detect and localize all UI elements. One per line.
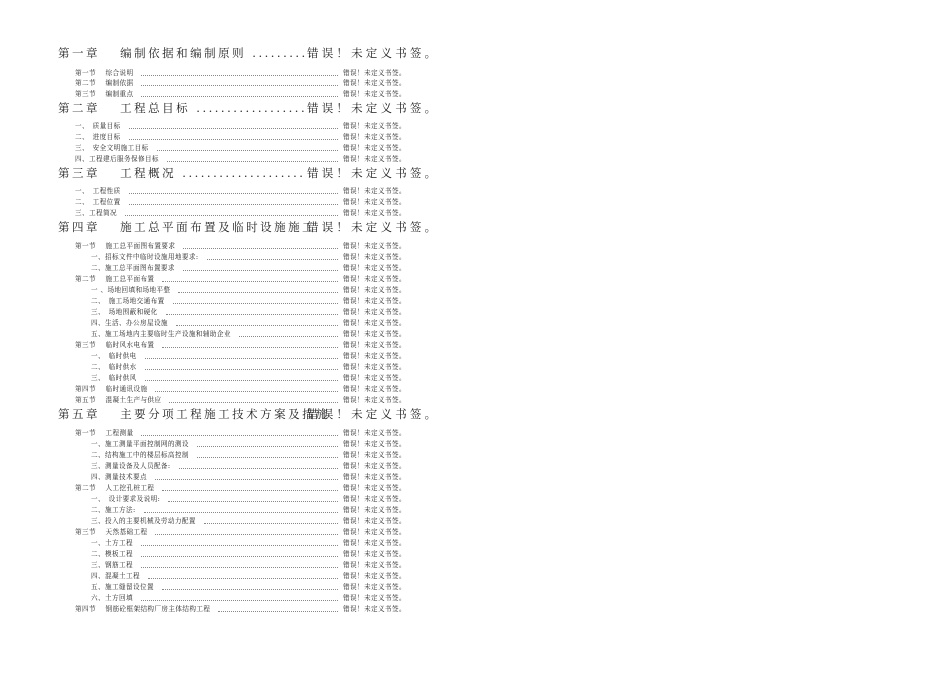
toc-entry-label: 二、模板工程 — [91, 550, 133, 558]
toc-entry[interactable] — [0, 286, 950, 296]
toc-chapter[interactable] — [0, 407, 950, 423]
toc-leader-dots — [145, 352, 338, 359]
toc-entry-page: 错误！未定义书签。 — [307, 220, 440, 234]
toc-leader-dots — [145, 363, 338, 370]
toc-leader-dots — [129, 122, 338, 129]
toc-entry[interactable] — [0, 374, 950, 384]
toc-entry-label: 三、 场地围蔽和硬化 — [91, 308, 158, 316]
toc-entry-label: 一 、场地回填和场地平整 — [91, 286, 171, 294]
toc-entry[interactable] — [0, 539, 950, 549]
toc-leader-dots — [145, 374, 338, 381]
toc-entry[interactable] — [0, 385, 950, 395]
toc-entry-label: 一、土方工程 — [91, 539, 133, 547]
toc-leader-dots — [155, 528, 338, 535]
toc-entry-page: 错误！未定义书签。 — [343, 484, 406, 492]
toc-entry-page: 错误！未定义书签。 — [343, 187, 406, 195]
toc-leader-dots — [129, 187, 338, 194]
toc-entry[interactable] — [0, 187, 950, 197]
toc-entry-label: 三、钢筋工程 — [91, 561, 133, 569]
toc-chapter[interactable] — [0, 101, 950, 117]
toc-entry-page: 错误！未定义书签。 — [343, 275, 406, 283]
toc-entry[interactable] — [0, 69, 950, 79]
toc-entry-page: 错误！未定义书签。 — [343, 319, 406, 327]
toc-entry-label: 一、 设计要求及说明: — [91, 495, 161, 503]
toc-entry[interactable] — [0, 528, 950, 538]
toc-entry-label: 第一章 编制依据和编制原则 .......... — [58, 46, 314, 60]
toc-leader-dots — [141, 90, 338, 97]
toc-entry-page: 错误！未定义书签。 — [343, 242, 406, 250]
toc-entry[interactable] — [0, 79, 950, 89]
toc-entry[interactable] — [0, 462, 950, 472]
toc-entry-label: 第五节 混凝土生产与供应 — [75, 396, 162, 404]
toc-entry[interactable] — [0, 605, 950, 615]
toc-entry[interactable] — [0, 550, 950, 560]
toc-entry-page: 错误！未定义书签。 — [343, 462, 406, 470]
toc-entry-page: 错误！未定义书签。 — [343, 594, 406, 602]
toc-leader-dots — [168, 495, 338, 502]
toc-leader-dots — [141, 550, 338, 557]
toc-leader-dots — [166, 308, 338, 315]
toc-entry[interactable] — [0, 319, 950, 329]
toc-entry[interactable] — [0, 341, 950, 351]
toc-entry[interactable] — [0, 144, 950, 154]
toc-leader-dots — [155, 473, 338, 480]
toc-leader-dots — [197, 451, 338, 458]
toc-entry-label: 第三节 编制重点 — [75, 90, 134, 98]
toc-entry-label: 第五章 主要分项工程施工技术方案及措施 — [58, 407, 331, 421]
toc-leader-dots — [179, 462, 338, 469]
toc-leader-dots — [141, 561, 338, 568]
toc-entry-label: 四、工程建后服务保修目标 — [75, 155, 159, 163]
toc-entry[interactable] — [0, 561, 950, 571]
toc-entry[interactable] — [0, 583, 950, 593]
toc-entry-page: 错误！未定义书签。 — [343, 396, 406, 404]
toc-entry-label: 三、 临时供风 — [91, 374, 137, 382]
toc-entry-label: 第四章 施工总平面布置及临时设施施工 . — [58, 220, 329, 234]
toc-leader-dots — [173, 297, 338, 304]
toc-entry-page: 错误！未定义书签。 — [343, 561, 406, 569]
toc-entry-page: 错误！未定义书签。 — [343, 79, 406, 87]
toc-entry-label: 二、 施工场地交通布置 — [91, 297, 165, 305]
toc-entry-label: 一、招标文件中临时设施用地要求: — [91, 253, 199, 261]
toc-entry-page: 错误！未定义书签。 — [343, 352, 406, 360]
toc-entry[interactable] — [0, 155, 950, 165]
toc-entry[interactable] — [0, 352, 950, 362]
toc-leader-dots — [129, 133, 338, 140]
toc-entry-label: 二、 进度目标 — [75, 133, 121, 141]
toc-entry-label: 第三节 天然基础工程 — [75, 528, 148, 536]
toc-entry-label: 一、 临时供电 — [91, 352, 137, 360]
toc-leader-dots — [169, 396, 338, 403]
toc-chapter[interactable] — [0, 46, 950, 62]
toc-entry-label: 三、 安全文明施工目标 — [75, 144, 149, 152]
toc-entry-label: 第一节 施工总平面图布置要求 — [75, 242, 176, 250]
toc-entry-page: 错误！未定义书签。 — [343, 440, 406, 448]
toc-leader-dots — [125, 209, 338, 216]
toc-entry[interactable] — [0, 275, 950, 285]
toc-entry-page: 错误！未定义书签。 — [343, 264, 406, 272]
toc-entry[interactable] — [0, 473, 950, 483]
toc-entry-label: 二、施工总平面图布置要求 — [91, 264, 175, 272]
toc-leader-dots — [162, 275, 338, 282]
toc-leader-dots — [148, 572, 338, 579]
toc-chapter[interactable] — [0, 166, 950, 182]
toc-entry-page: 错误！未定义书签。 — [307, 46, 440, 60]
toc-entry[interactable] — [0, 209, 950, 219]
toc-entry[interactable] — [0, 506, 950, 516]
toc-entry-page: 错误！未定义书签。 — [343, 297, 406, 305]
toc-entry-label: 三、工程简况 — [75, 209, 117, 217]
toc-entry-label: 二、 工程位置 — [75, 198, 121, 206]
toc-entry[interactable] — [0, 242, 950, 252]
toc-entry-page: 错误！未定义书签。 — [343, 330, 406, 338]
toc-entry-page: 错误！未定义书签。 — [343, 144, 406, 152]
toc-entry-label: 四、生活、办公房屋设施 — [91, 319, 168, 327]
toc-entry-page: 错误！未定义书签。 — [307, 101, 440, 115]
toc-entry-label: 五、施工缝留设位置 — [91, 583, 154, 591]
toc-leader-dots — [176, 319, 338, 326]
toc-entry[interactable] — [0, 484, 950, 494]
toc-entry[interactable] — [0, 396, 950, 406]
toc-entry-page: 错误！未定义书签。 — [307, 166, 440, 180]
toc-entry[interactable] — [0, 440, 950, 450]
toc-entry-label: 三、测量设备及人员配备: — [91, 462, 171, 470]
toc-entry-page: 错误！未定义书签。 — [343, 69, 406, 77]
toc-entry[interactable] — [0, 198, 950, 208]
toc-entry-page: 错误！未定义书签。 — [343, 605, 406, 613]
toc-entry[interactable] — [0, 429, 950, 439]
toc-entry[interactable] — [0, 297, 950, 307]
toc-leader-dots — [141, 429, 338, 436]
toc-entry[interactable] — [0, 90, 950, 100]
toc-entry-page: 错误！未定义书签。 — [343, 583, 406, 591]
toc-leader-dots — [157, 144, 338, 151]
toc-entry-page: 错误！未定义书签。 — [343, 209, 406, 217]
toc-entry-page: 错误！未定义书签。 — [343, 90, 406, 98]
toc-leader-dots — [218, 605, 338, 612]
toc-entry-page: 错误！未定义书签。 — [343, 528, 406, 536]
toc-entry-label: 二、 临时供水 — [91, 363, 137, 371]
toc-entry-label: 六、土方回填 — [91, 594, 133, 602]
toc-leader-dots — [239, 330, 338, 337]
toc-entry-page: 错误！未定义书签。 — [343, 495, 406, 503]
toc-entry[interactable] — [0, 572, 950, 582]
toc-leader-dots — [167, 155, 338, 162]
toc-chapter[interactable] — [0, 220, 950, 236]
toc-entry-page: 错误！未定义书签。 — [343, 374, 406, 382]
toc-entry-page: 错误！未定义书签。 — [343, 341, 406, 349]
toc-entry-page: 错误！未定义书签。 — [343, 133, 406, 141]
toc-entry[interactable] — [0, 363, 950, 373]
toc-entry-label: 第三节 临时风水电布置 — [75, 341, 155, 349]
toc-entry-page: 错误！未定义书签。 — [343, 308, 406, 316]
toc-leader-dots — [155, 385, 338, 392]
toc-leader-dots — [183, 264, 338, 271]
toc-entry-label: 第二节 编制依据 — [75, 79, 134, 87]
toc-entry-label: 第二节 施工总平面布置 — [75, 275, 155, 283]
toc-entry-page: 错误！未定义书签。 — [343, 550, 406, 558]
toc-entry-label: 一、 工程性质 — [75, 187, 121, 195]
toc-entry-label: 第二节 人工挖孔桩工程 — [75, 484, 155, 492]
toc-entry-label: 二、结构施工中的楼层标高控制 — [91, 451, 189, 459]
toc-entry-page: 错误！未定义书签。 — [307, 407, 440, 421]
toc-entry-label: 第三章 工程概况 .................... — [58, 166, 306, 180]
toc-leader-dots — [178, 286, 338, 293]
toc-entry-page: 错误！未定义书签。 — [343, 429, 406, 437]
toc-entry-label: 一、施工测量平面控制网的测设 — [91, 440, 189, 448]
toc-leader-dots — [141, 594, 338, 601]
toc-entry[interactable] — [0, 451, 950, 461]
toc-leader-dots — [162, 341, 338, 348]
toc-entry[interactable] — [0, 594, 950, 604]
toc-entry-page: 错误！未定义书签。 — [343, 155, 406, 163]
toc-entry[interactable] — [0, 264, 950, 274]
toc-entry-label: 第二章 工程总目标 .................. — [58, 101, 308, 115]
toc-entry-label: 五、施工场地内主要临时生产设施和辅助企业 — [91, 330, 231, 338]
toc-leader-dots — [129, 198, 338, 205]
toc-leader-dots — [141, 69, 338, 76]
toc-entry[interactable] — [0, 330, 950, 340]
toc-entry[interactable] — [0, 517, 950, 527]
toc-entry-page: 错误！未定义书签。 — [343, 122, 406, 130]
toc-entry-label: 三、投入的主要机械及劳动力配置 — [91, 517, 196, 525]
toc-entry-page: 错误！未定义书签。 — [343, 473, 406, 481]
toc-entry-label: 四、混凝土工程 — [91, 572, 140, 580]
toc-entry-page: 错误！未定义书签。 — [343, 517, 406, 525]
toc-leader-dots — [162, 484, 338, 491]
toc-entry[interactable] — [0, 122, 950, 132]
toc-entry-page: 错误！未定义书签。 — [343, 286, 406, 294]
toc-entry-page: 错误！未定义书签。 — [343, 451, 406, 459]
toc-entry[interactable] — [0, 495, 950, 505]
toc-leader-dots — [197, 440, 338, 447]
toc-entry-label: 一、 质量目标 — [75, 122, 121, 130]
toc-entry[interactable] — [0, 308, 950, 318]
toc-entry-page: 错误！未定义书签。 — [343, 253, 406, 261]
toc-entry-label: 二、施工方法: — [91, 506, 136, 514]
toc-entry-label: 四、测量技术要点 — [91, 473, 147, 481]
toc-entry-label: 第四节 钢筋砼框架结构厂房主体结构工程 — [75, 605, 211, 613]
toc-leader-dots — [144, 506, 338, 513]
toc-entry[interactable] — [0, 253, 950, 263]
toc-entry-page: 错误！未定义书签。 — [343, 198, 406, 206]
toc-leader-dots — [141, 539, 338, 546]
toc-entry-label: 第一节 工程测量 — [75, 429, 134, 437]
toc-leader-dots — [204, 517, 338, 524]
toc-entry-page: 错误！未定义书签。 — [343, 363, 406, 371]
toc-leader-dots — [183, 242, 338, 249]
toc-entry-label: 第一节 综合说明 — [75, 69, 134, 77]
toc-entry-label: 第四节 临时通讯设施 — [75, 385, 148, 393]
toc-leader-dots — [207, 253, 338, 260]
toc-entry[interactable] — [0, 133, 950, 143]
toc-leader-dots — [162, 583, 338, 590]
toc-leader-dots — [141, 79, 338, 86]
toc-entry-page: 错误！未定义书签。 — [343, 539, 406, 547]
toc-entry-page: 错误！未定义书签。 — [343, 572, 406, 580]
toc-entry-page: 错误！未定义书签。 — [343, 506, 406, 514]
toc-entry-page: 错误！未定义书签。 — [343, 385, 406, 393]
